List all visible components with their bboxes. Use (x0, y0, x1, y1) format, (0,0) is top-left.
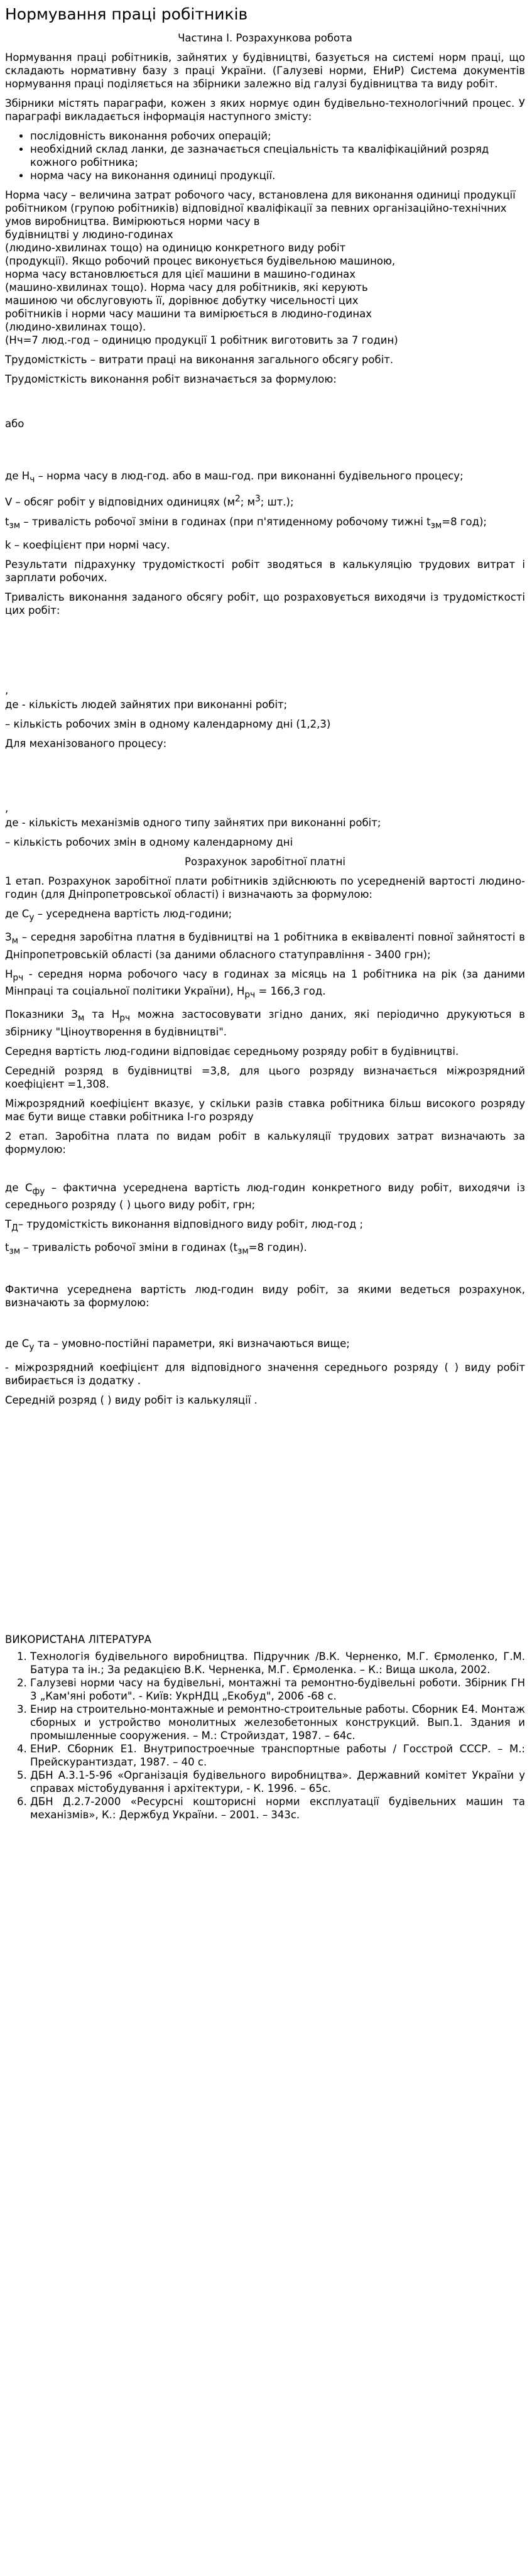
formula-placeholder (5, 392, 525, 417)
mechanized-process-heading: Для механізованого процесу: (5, 738, 167, 750)
where-norm-time: де $Н_ч$ – норма часу в люд-год. або в маш-год. при виконанні будівельного процесу; (5, 470, 464, 485)
results-paragraph: Результати підрахунку трудомісткості робіт зводяться в калькуляцію трудових витрат і зарплати робочих. (5, 559, 525, 584)
interrank-paragraph: Міжрозрядний коефіцієнт вказує, у скільки разів ставка робітника більш високого розряду має бути вище ставки робітника І-го розряду (5, 1097, 525, 1123)
where-shift-duration: $t_{зм}$ – тривалість робочої зміни в годинах (при п'ятиденному робочому тижні $t_{зм}=8$ год); (5, 515, 487, 531)
contents-list (5, 129, 525, 182)
list-item: 2. Галузеві норми часу на будівельні, монтажні та ремонтно-будівельні роботи. Збірник ГН 3 „Кам'яні роботи". - Київ: УкрНДЦ „Екобуд", 2006 -68 с. (30, 1676, 525, 1703)
labor-intensity-definition: Трудомісткість – витрати праці на виконання загального обсягу робіт. (5, 354, 394, 366)
where-actual-cost: де $С_{фу}$ – фактична усереднена вартість люд-годин конкретного виду робіт, виходячи із середнього розряду ( ) цього виду робіт, грн; (5, 1181, 526, 1211)
list-item: • послідовність виконання робочих операцій; (30, 129, 525, 143)
interrank-coefficient-paragraph: - міжрозрядний коефіцієнт для відповідного значення середнього розряду ( ) виду робіт вибирається із додатку . (5, 1361, 525, 1387)
where-average-salary: $З_м$ – середня заробітна платня в будівництві на 1 робітника в еквіваленті повної зайнятості в Дніпропетровській області (за даними обласного статуправління - 3400 грн); (5, 931, 525, 961)
salary-heading: Розрахунок заробітної платні (185, 856, 345, 868)
indicators-paragraph: Показники $З_м$ та $Н_{рч}$ можна застосовувати згідно даних, які періодично друкуються в збірнику "Ціноутворення в будівництві". (5, 1008, 525, 1038)
where-people-count: де - кількість людей зайнятих при виконанні робіт; (5, 699, 288, 711)
where-average-cost: де $С_у$ – усереднена вартість люд-години; (5, 908, 232, 923)
list-item: • необхідний склад ланки, де зазначається спеціальність та кваліфікаційний розряд кожного робітника; (30, 143, 525, 169)
formula-placeholder (5, 1316, 525, 1337)
where-labor-intensity: $Т_Д-$ трудомісткість виконання відповідного виду робіт, люд-год ; (5, 1218, 364, 1233)
literature-heading: ВИКОРИСТАНА ЛІТЕРАТУРА (5, 1633, 151, 1645)
part-heading: Частина І. Розрахункова робота (178, 32, 352, 44)
formula-placeholder (5, 756, 525, 802)
list-item: 4. ЕНиР. Сборник Е1. Внутрипостроечные транспортные работы / Госстрой СССР. – М.: Прейскурантиздат, 1987. – 40 с. (30, 1742, 525, 1769)
formula-placeholder (5, 437, 525, 469)
average-rank-paragraph: Середній розряд в будівництві =3,8, для цього розряду визначається міжрозрядний коефіцієнт =1,308. (5, 1064, 525, 1090)
list-item: • норма часу на виконання одиниці продукції. (30, 169, 525, 182)
where-shift-count: – кількість робочих змін в одному календарному дні (1,2,3) (5, 718, 331, 731)
formula-placeholder (5, 1162, 525, 1181)
stage-1-paragraph: 1 етап. Розрахунок заробітної плати робітників здійснюють по усередненій вартості людино-годин (для Дніпропетровської області) і визначають за формулою: (5, 875, 525, 901)
labor-intensity-formula-intro: Трудомісткість виконання робіт визначається за формулою: (5, 373, 337, 385)
where-constants: де $С_у$ та – умовно-постійні параметри, які визначаються вище; (5, 1338, 350, 1353)
formula-comma: , (5, 802, 9, 815)
list-item: 6. ДБН Д.2.7-2000 «Ресурсні кошторисні норми експлуатації будівельних машин та механізмів», К.: Держбуд України. – 2001. – 343с. (30, 1795, 525, 1821)
where-machine-shifts: – кількість робочих змін в одному календарному дні (5, 836, 293, 849)
average-rank-paragraph-2: Середній розряд ( ) виду робіт із калькуляції . (5, 1394, 258, 1406)
where-volume: V – обсяг робіт у відповідних одиницях ($м^2$; $м^3$; шт.); (5, 494, 294, 508)
or-word: або (5, 418, 24, 430)
formula-comma: , (5, 684, 9, 697)
literature-list (5, 1650, 525, 1821)
page-title: Нормування праці робітників (5, 5, 248, 23)
stage-2-paragraph: 2 етап. Заробітна плата по видам робіт в калькуляції трудових затрат визначають за формулою: (5, 1130, 525, 1155)
blank-space (5, 1413, 525, 1633)
duration-paragraph: Тривалість виконання заданого обсягу робіт, що розраховується виходячи із трудомісткості цих робіт: (5, 591, 525, 617)
where-machine-count: де - кількість механізмів одного типу зайнятих при виконанні робіт; (5, 817, 381, 829)
norm-time-tail: (Нч=7 люд.-год – одиницю продукції 1 робітник виготовить за 7 годин) (5, 334, 398, 346)
actual-cost-paragraph: Фактична усереднена вартість люд-годин виду робіт, за якими ведеться розрахунок, визначають за формулою: (5, 1284, 525, 1309)
list-item: 5. ДБН А.3.1-5-96 «Організація будівельного виробництва». Державний комітет України у справах містобудування і архітектури, - К. 1996. – 65с. (30, 1769, 525, 1795)
intro-paragraph-1: Нормування праці робітників, зайнятих у будівництві, базується на системі норм праці, що складають нормативну базу з праці України. (Галузеві норми, ЕНиР) Система документів нормування праці поділяється на збірники залежно від галузі будівництва та виду робіт. (5, 52, 525, 90)
intro-paragraph-2: Збірники містять параграфи, кожен з яких нормує один будівельно-технологічний процес. У параграфі викладається інформація наступного змісту: (5, 97, 525, 123)
average-cost-paragraph: Середня вартість люд-години відповідає середньому розряду робіт в будівництві. (5, 1045, 459, 1057)
list-item: 3. Енир на строительно-монтажные и ремонтно-строительные работы. Сборник Е4. Монтаж сборных и устройство монолитных железобетонных конструкций. Вып.1. Здания и промышленные сооружения. – М.: Стройиздат, 1987. – 64с. (30, 1703, 525, 1742)
where-working-time-norm: $Н_{рч}$ - середня норма робочого часу в годинах за місяць на 1 робітника на рік (за даними Мінпраці та соціальної політики України), $Н_{рч} = 166,3$ год. (5, 968, 525, 1000)
where-coefficient: k – коефіцієнт при нормі часу. (5, 539, 170, 552)
document-page (5, 5, 525, 1821)
formula-placeholder (5, 1264, 525, 1283)
formula-placeholder (5, 623, 525, 684)
list-item: 1. Технологія будівельного виробництва. Підручник /В.К. Черненко, М.Г. Єрмоленко, Г.М. Батура та ін.; За редакцією В.К. Черненка, М.Г. Єрмоленка. – К.: Вища школа, 2002. (30, 1650, 525, 1676)
where-shift-duration-2: $t_{зм}$ – тривалість робочої зміни в годинах ($t_{зм}=8$ годин). (5, 1242, 307, 1257)
norm-time-paragraph: Норма часу – величина затрат робочого часу, встановлена для виконання одиниці продукції робітником (групою робітників) відповідної кваліфікації за певних організаційно-технічних умов виробництва. Вимірюються норми часу в будівництві у людино-годинах (людино-хвилинах тощо) на одиницю конкретного виду робіт (продукції). Якщо робочий процес виконується будівельною машиною, норма часу встановлюється для цієї машини в машино-годинах (машино-хвилинах тощо). Норма часу для робітників, які керують машиною чи обслуговують її, дорівнює добутку чисельності цих робітників і норми часу машини та вимірюється в людино-годинах (людино-хвилинах тощо). (5, 189, 516, 333)
